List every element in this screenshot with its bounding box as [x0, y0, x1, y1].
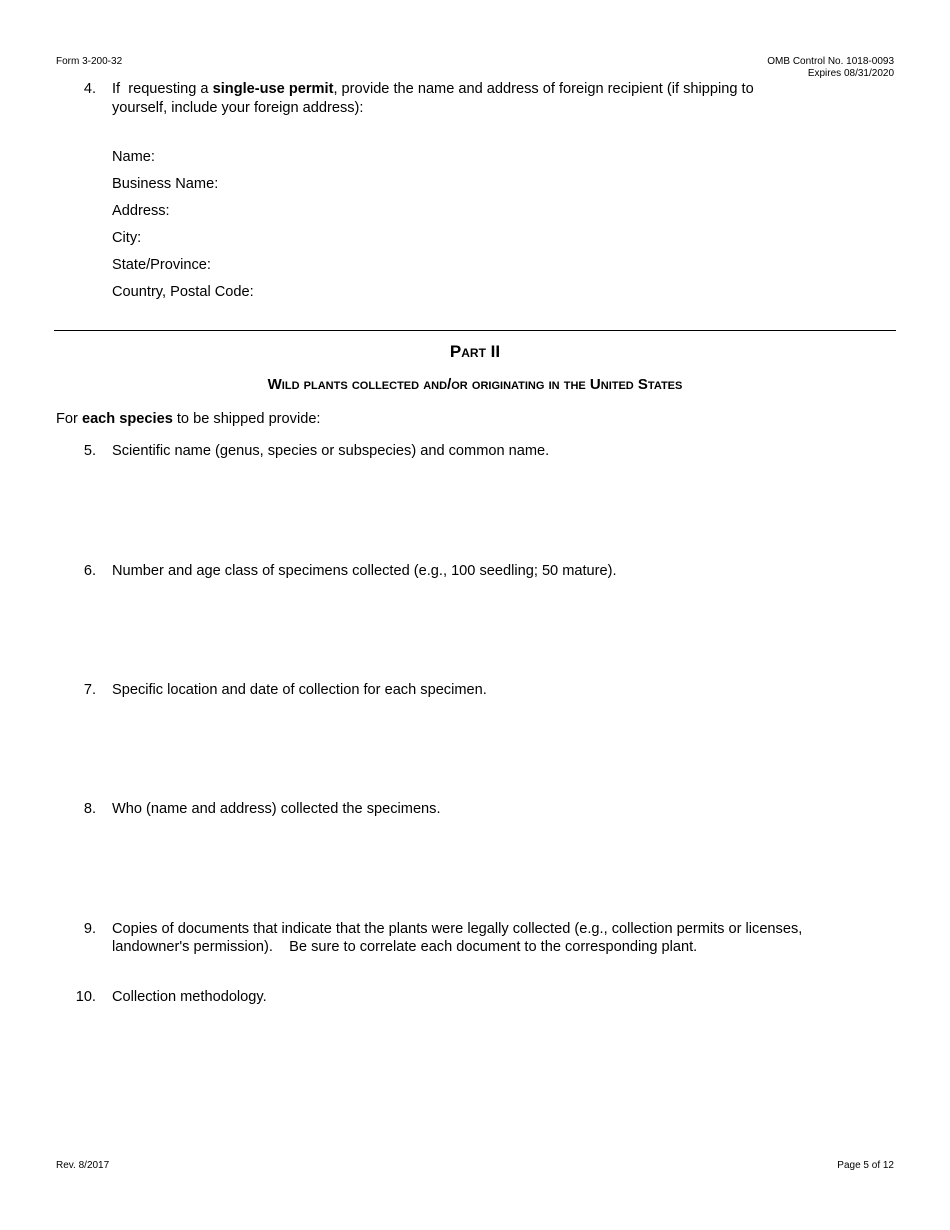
field-city-label: City:: [112, 230, 142, 246]
item-number-10: 10.: [75, 989, 96, 1005]
item-6-text: Number and age class of specimens collected (e.g., 100 seedling; 50 mature).: [112, 563, 617, 579]
field-address-label: Address:: [112, 203, 170, 219]
item-7-text: Specific location and date of collection for each specimen.: [112, 682, 487, 698]
item-4-text: [112, 80, 754, 98]
page-number: Page 5 of 12: [837, 1160, 894, 1171]
item-number-9: 9.: [83, 921, 96, 937]
field-name-label: Name:: [112, 149, 155, 165]
part-intro-pre: For: [56, 411, 82, 427]
item-8-text: Who (name and address) collected the specimens.: [112, 801, 441, 817]
part-subtitle: Wild plants collected and/or originating in the United States: [267, 376, 683, 393]
form-number: Form 3-200-32: [56, 56, 123, 67]
item-4-text-bold: single-use permit: [212, 81, 334, 97]
part-intro: [56, 410, 321, 428]
item-9-text: Copies of documents that indicate that the plants were legally collected (e.g., collection permits or licenses,: [112, 921, 803, 937]
item-number-6: 6.: [83, 563, 96, 579]
part-title: Part II: [449, 342, 501, 361]
part-intro-bold: each species: [81, 411, 173, 427]
revision-date: Rev. 8/2017: [56, 1160, 110, 1171]
omb-control-number: OMB Control No. 1018-0093: [767, 56, 894, 67]
item-4-text-line2: yourself, include your foreign address):: [112, 100, 364, 116]
item-number-4: 4.: [83, 81, 96, 97]
field-country-postal-code-label: Country, Postal Code:: [112, 284, 254, 300]
item-4-text-post: , provide the name and address of foreign recipient (if shipping to: [333, 81, 754, 97]
item-10-text: Collection methodology.: [112, 989, 267, 1005]
item-number-8: 8.: [83, 801, 96, 817]
field-state-province-label: State/Province:: [112, 257, 211, 273]
item-4-text-pre: If requesting a: [112, 81, 213, 97]
expiration-date: Expires 08/31/2020: [807, 68, 894, 79]
section-divider: [54, 330, 896, 331]
item-9-text-line2: landowner's permission). Be sure to correlate each document to the corresponding plant.: [112, 939, 698, 955]
item-number-7: 7.: [83, 682, 96, 698]
field-business-name-label: Business Name:: [112, 176, 219, 192]
item-number-5: 5.: [83, 443, 96, 459]
item-5-text: Scientific name (genus, species or subspecies) and common name.: [112, 443, 550, 459]
part-intro-post: to be shipped provide:: [172, 411, 321, 427]
